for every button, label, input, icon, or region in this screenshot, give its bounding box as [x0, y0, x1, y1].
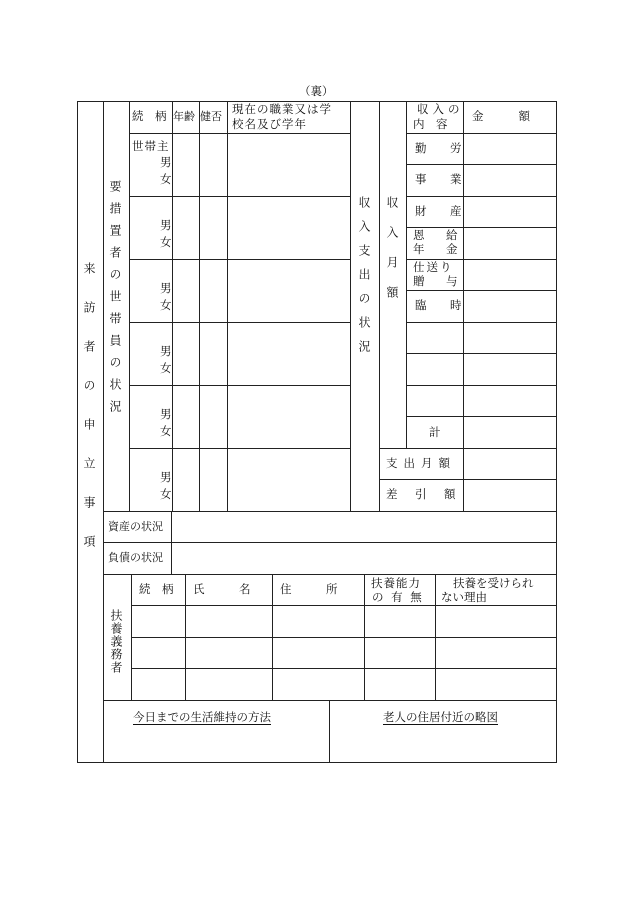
household-relation-header: 続 柄 [132, 109, 167, 123]
divider [406, 322, 557, 323]
border-right [556, 101, 557, 763]
sex-male: 男 [160, 344, 172, 358]
divider [379, 479, 557, 480]
debts-label: 負債の状況 [108, 551, 163, 564]
sex-male: 男 [160, 470, 172, 484]
support-reason-header-line1: 扶養を受けられ [453, 576, 534, 590]
income-item-gift: 贈 与 [413, 274, 463, 288]
divider [406, 416, 557, 417]
divider [406, 196, 557, 197]
border-left [77, 101, 78, 763]
sex-male: 男 [160, 281, 172, 295]
divider [103, 574, 557, 575]
support-relation-header: 続 柄 [139, 582, 174, 596]
income-item-remittance: 仕送り [413, 260, 454, 274]
household-age-header: 年齢 [173, 110, 195, 123]
living-method-label: 今日までの生活維持の方法 [133, 710, 271, 724]
divider [406, 164, 557, 165]
divider [103, 700, 557, 701]
sex-female: 女 [160, 487, 172, 501]
income-content-header-line1: 収入の [417, 102, 464, 116]
divider [131, 668, 557, 669]
divider [329, 700, 330, 763]
monthly-income-title: 収入月額 [385, 196, 399, 316]
page-label: （裏） [299, 84, 334, 98]
support-name-header: 氏 名 [193, 582, 251, 596]
head-of-household-label: 世帯主 [132, 139, 170, 153]
sex-female: 女 [160, 298, 172, 312]
sex-male: 男 [160, 155, 172, 169]
outer-title: 来訪者の申立事項 [82, 262, 96, 574]
divider [406, 385, 557, 386]
divider [199, 101, 200, 511]
divider [129, 101, 130, 511]
assets-label: 資産の状況 [108, 520, 163, 533]
divider [129, 385, 350, 386]
support-ability-header-line2: の 有 無 [372, 590, 424, 604]
divider [406, 101, 407, 448]
expense-label: 支出月額 [386, 456, 456, 470]
divider [406, 290, 557, 291]
border-bottom [77, 762, 557, 763]
divider [129, 259, 350, 260]
sex-female: 女 [160, 361, 172, 375]
divider [103, 101, 104, 763]
divider [129, 322, 350, 323]
income-item-property: 財 産 [415, 204, 468, 218]
amount-header: 金 額 [472, 109, 534, 123]
divider [379, 101, 380, 511]
household-title: 要措置者の世帯員の状況 [108, 180, 122, 422]
divider [129, 448, 350, 449]
sex-female: 女 [160, 424, 172, 438]
sex-female: 女 [160, 235, 172, 249]
divider [129, 133, 350, 134]
sex-male: 男 [160, 407, 172, 421]
divider [129, 196, 350, 197]
income-total-label: 計 [429, 425, 441, 439]
income-item-temporary: 臨 時 [415, 298, 468, 312]
balance-label: 差 引 額 [386, 487, 459, 501]
income-item-labor: 勤 労 [415, 141, 468, 155]
income-item-business: 事 業 [415, 172, 468, 186]
divider [379, 448, 557, 449]
divider [227, 101, 228, 511]
divider [171, 511, 172, 574]
occupation-header-line1: 現在の職業又は学 [232, 102, 332, 116]
household-health-header: 健否 [200, 110, 222, 123]
divider [350, 101, 351, 511]
sex-male: 男 [160, 218, 172, 232]
divider [406, 133, 557, 134]
divider [172, 101, 173, 511]
map-label: 老人の住居付近の略図 [383, 710, 498, 724]
divider [406, 353, 557, 354]
support-ability-header-line1: 扶養能力 [371, 576, 421, 590]
support-address-header: 住 所 [280, 582, 338, 596]
income-item-annuity: 年 金 [413, 242, 463, 256]
income-title: 収入支出の状況 [357, 196, 371, 364]
income-content-header-line2: 内 容 [413, 117, 448, 131]
support-title: 扶養義務者 [109, 609, 123, 674]
support-reason-header-line2: ない理由 [441, 590, 487, 604]
income-item-pension: 恩 給 [413, 228, 463, 242]
occupation-header-line2: 校名及び学年 [232, 117, 307, 131]
divider [131, 605, 557, 606]
divider [131, 637, 557, 638]
sex-female: 女 [160, 172, 172, 186]
